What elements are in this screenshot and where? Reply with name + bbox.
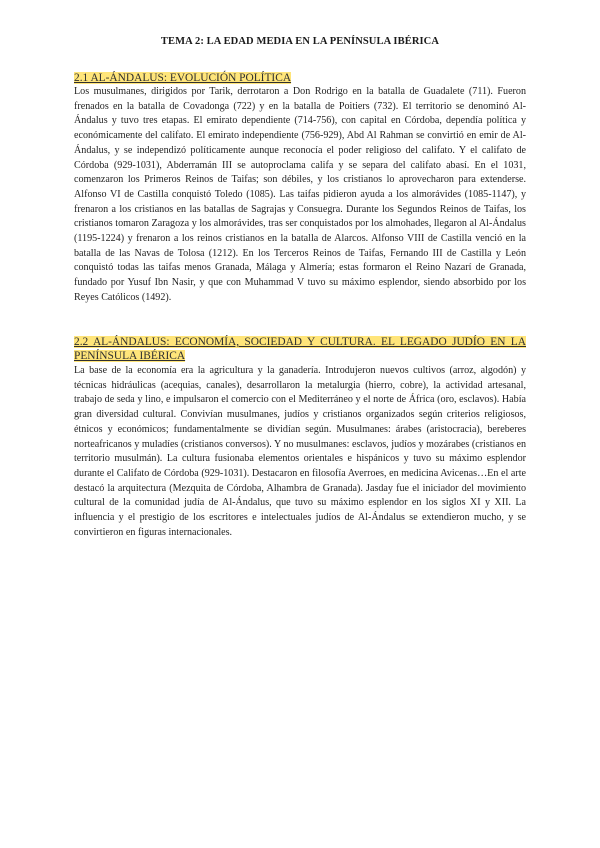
section-body-1: Los musulmanes, dirigidos por Tarik, derrotaron a Don Rodrigo en la batalla de Guadalete (711). Fueron frenados en la batalla de Covadonga (722) y en la batalla de Poitiers (732). El territorio se denominó Al-Ándalus y tuvo tres etapas. El emirato dependiente (714-756), con capital en Córdoba, dependía política y económicamente del califato. El emirato independiente (756-929), Abd Al Rahman se convirtió en emir de Al-Ándalus, y se independizó políticamente aunque reconocía el poder religioso del califato. Y el califato de Córdoba (929-1031), Abderramán III se autoproclama califa y se separa del califato abasí. En el 1031, comenzaron los Primeros Reinos de Taifas; son débiles, y los cristianos lo aprovecharon para extenderse. Alfonso VI de Castilla conquistó Toledo (1085). Las taifas pidieron ayuda a los almorávides (1085-1147), y frenaron a los cristianos en las batallas de Sagrajas y Consuegra. Durante los Segundos Reinos de Taifas, los cristianos tomaron Zaragoza y los almorávides, tras ser conquistados por los almohades, llegaron al Al-Ándalus (1195-1224) y frenaron a los reinos cristianos en la batalla de Alarcos. Alfonso VIII de Castilla venció en la batalla de las Navas de Tolosa (1212). En los Terceros Reinos de Taifas, Fernando III de Castilla y León conquistó todas las taifas menos Granada, Málaga y Almería; estas formaron el Reino Nazarí de Granada, fundado por Yusuf Ibn Nasir, y que con Muhammad V tuvo su máximo esplendor, siendo absorbido por los Reyes Católicos (1492). [74,86,526,303]
section-body-2: La base de la economía era la agricultura y la ganadería. Introdujeron nuevos cultivos (arroz, algodón) y técnicas hidráulicas (acequias, canales), desarrollaron la metalurgia (hierro, cobre), la actividad artesanal, trabajo de seda y lino, e impulsaron el comercio con el Mediterráneo y el norte de África (oro, esclavos). Había gran diversidad cultural. Convivían musulmanes, judíos y cristianos organizados según criterios religiosos, étnicos y económicos; fundamentalmente se dividían según. Musulmanes: árabes (aristocracia), bereberes norteafricanos y muladíes (cristianos conversos). Y no musulmanes: esclavos, judíos y mozárabes (cristianos en territorio musulmán). La cultura fusionaba elementos orientales e hispánicos y tuvo su máximo esplendor durante el Califato de Córdoba (929-1031). Destacaron en filosofía Averroes, en medicina Avicenas…En el arte destacó la arquitectura (Mezquita de Córdoba, Alhambra de Granada). Jasday fue el iniciador del movimiento cultural de la comunidad judía de Al-Ándalus, que tuvo su máximo esplendor en los siglos XI y XII. La influencia y el prestigio de los escritores e intelectuales judíos de Al-Ándalus se extendieron mucho, y se convirtieron en figuras internacionales. [74,365,526,538]
document-title: TEMA 2: LA EDAD MEDIA EN LA PENÍNSULA IBÉRICA [160,36,440,47]
section-heading-2 [74,336,526,363]
section-heading-2-text: 2.2 AL-ÁNDALUS: ECONOMÍA, SOCIEDAD Y CULTURA. EL LEGADO JUDÍO EN LA PENÍNSULA IBÉRICA [74,336,526,362]
section-heading-1 [74,72,526,86]
section-heading-1-text: 2.1 AL-ÁNDALUS: EVOLUCIÓN POLÍTICA [74,72,292,84]
